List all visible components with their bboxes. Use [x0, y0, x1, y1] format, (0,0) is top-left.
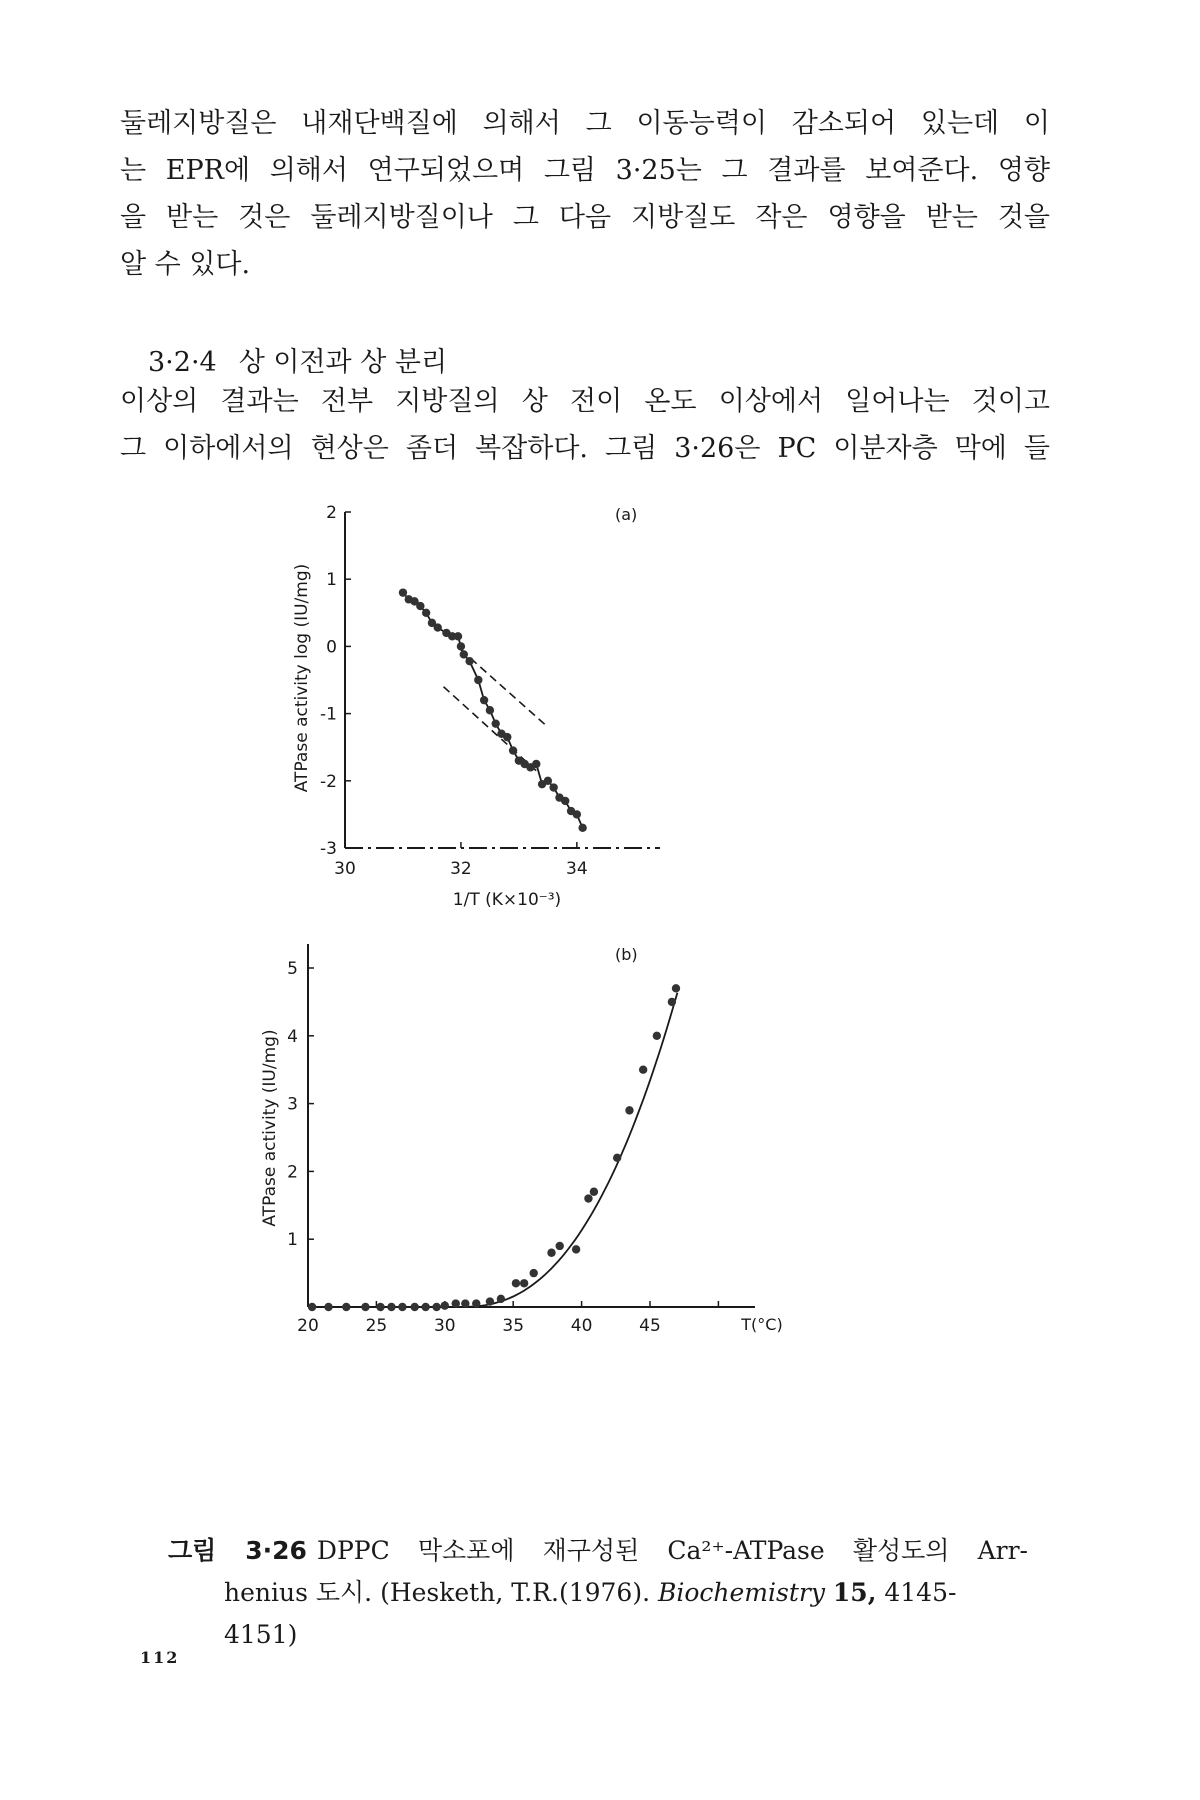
panel-b-data-point: [324, 1303, 332, 1311]
paragraph-1-line-2: 는 EPR에 의해서 연구되었으며 그림 3·25는 그 결과를 보여준다. 영향: [120, 155, 1050, 186]
panel-a-data-point: [465, 657, 473, 665]
panel-b-y-tick-label: 2: [287, 1162, 298, 1183]
panel-a-data-point: [460, 650, 468, 658]
panel-b-data-point: [361, 1303, 369, 1311]
panel-a-data-point: [532, 760, 540, 768]
caption-volume: 15,: [832, 1578, 877, 1607]
panel-b-chart: [260, 944, 783, 1336]
caption-pages: 4145-4151): [224, 1578, 957, 1649]
panel-a-data-point: [416, 602, 424, 610]
panel-b-data-point: [472, 1299, 480, 1307]
section-number: 3·2·4: [148, 347, 217, 378]
panel-a-data-point: [454, 632, 462, 640]
panel-a-data-point: [509, 746, 517, 754]
panel-b-data-point: [512, 1279, 520, 1287]
panel-b-fit-curve: [308, 993, 677, 1307]
panel-b-label: (b): [615, 945, 638, 964]
panel-a-y-tick-label: -2: [320, 771, 337, 792]
panel-a-data-point: [422, 609, 430, 617]
panel-a-data-point: [544, 777, 552, 785]
panel-a-data-point: [486, 706, 494, 714]
panel-b-x-tick-label: 25: [365, 1316, 388, 1336]
panel-b-data-point: [387, 1303, 395, 1311]
caption-text-2: henius 도시. (Hesketh, T.R.(1976).: [224, 1578, 651, 1607]
page-number: 112: [140, 1648, 180, 1667]
panel-b-x-tick-label: 30: [433, 1316, 456, 1336]
panel-b-data-point: [625, 1106, 633, 1114]
panel-b-data-point: [590, 1188, 598, 1196]
panel-a-y-tick-label: -1: [320, 704, 337, 725]
panel-a-y-tick-label: -3: [320, 839, 337, 859]
panel-a-dashed-line: [461, 650, 548, 727]
panel-b-data-point: [520, 1279, 528, 1287]
panel-a-data-point: [491, 719, 499, 727]
panel-b-x-tick-label: 20: [297, 1316, 319, 1336]
panel-a-data-point: [434, 623, 442, 631]
panel-b-data-point: [639, 1066, 647, 1074]
panel-b-data-point: [613, 1154, 621, 1162]
panel-b-data-point: [584, 1194, 592, 1202]
panel-b-data-point: [530, 1269, 538, 1277]
panel-b-y-tick-label: 3: [287, 1094, 298, 1115]
panel-b-data-point: [672, 984, 680, 992]
panel-a-y-label: ATPase activity log (IU/mg): [292, 563, 312, 793]
panel-a-data-point: [399, 588, 407, 596]
panel-b-data-point: [668, 998, 676, 1006]
paragraph-1-line-3: 을 받는 것은 둘레지방질이나 그 다음 지방질도 작은 영향을 받는 것을: [120, 202, 1050, 233]
panel-b-data-point: [308, 1303, 316, 1311]
panel-a-chart: [292, 503, 660, 910]
panel-a-x-tick-label: 30: [334, 859, 356, 879]
panel-b-data-point: [556, 1242, 564, 1250]
panel-b-y-tick-label: 1: [287, 1230, 298, 1251]
panel-a-data-point: [503, 733, 511, 741]
panel-a-data-point: [457, 642, 465, 650]
panel-b-data-point: [572, 1245, 580, 1253]
panel-a-x-tick-label: 34: [566, 859, 588, 879]
caption-text-1: DPPC 막소포에 재구성된 Ca²⁺-ATPase 활성도의 Arr-: [316, 1536, 1029, 1565]
panel-b-x-label: T(°C): [741, 1315, 783, 1334]
panel-a-x-label: 1/T (K×10⁻³): [452, 890, 562, 910]
panel-b-data-point: [376, 1303, 384, 1311]
panel-b-data-point: [421, 1303, 429, 1311]
figure-caption: [168, 1530, 1028, 1656]
panel-b-data-point: [497, 1295, 505, 1303]
panel-b-data-point: [461, 1299, 469, 1307]
panel-b-data-point: [452, 1299, 460, 1307]
paragraph-2-line-1: 이상의 결과는 전부 지방질의 상 전이 온도 이상에서 일어나는 것이고: [120, 386, 1050, 417]
panel-b-x-tick-label: 45: [639, 1316, 661, 1336]
panel-a-dashed-line: [444, 687, 537, 771]
panel-a-y-tick-label: 2: [326, 503, 337, 523]
panel-a-data-point: [549, 783, 557, 791]
panel-b-data-point: [653, 1032, 661, 1040]
panel-b-y-tick-label: 4: [287, 1026, 298, 1047]
panel-b-y-label: ATPase activity (IU/mg): [260, 1029, 280, 1227]
caption-journal: Biochemistry: [657, 1578, 825, 1607]
panel-a-data-point: [474, 676, 482, 684]
panel-b-x-tick-label: 35: [502, 1316, 525, 1336]
panel-a-data-point: [573, 810, 581, 818]
panel-b-data-point: [411, 1303, 419, 1311]
paragraph-2-line-2: 그 이하에서의 현상은 좀더 복잡하다. 그림 3·26은 PC 이분자층 막에 들: [120, 433, 1050, 464]
panel-a-x-tick-label: 32: [450, 859, 472, 879]
panel-a-y-tick-label: 0: [326, 637, 337, 658]
panel-b-data-point: [441, 1301, 449, 1309]
panel-b-data-point: [547, 1249, 555, 1257]
panel-b-data-point: [398, 1303, 406, 1311]
caption-figure-label: 그림 3·26: [168, 1536, 307, 1565]
panel-b-data-point: [486, 1297, 494, 1305]
caption-line-1: [168, 1530, 1028, 1572]
section-title: 상 이전과 상 분리: [238, 347, 448, 378]
panel-b-data-point: [432, 1303, 440, 1311]
paragraph-1-line-1: 둘레지방질은 내재단백질에 의해서 그 이동능력이 감소되어 있는데 이: [120, 108, 1050, 139]
panel-a-data-point: [578, 824, 586, 832]
panel-b-y-tick-label: 5: [287, 959, 298, 979]
panel-a-data-point: [561, 797, 569, 805]
panel-a-data-point: [480, 696, 488, 704]
caption-line-2: [168, 1572, 1028, 1656]
panel-a-label: (a): [615, 505, 638, 524]
panel-b-data-point: [342, 1303, 350, 1311]
paragraph-1-line-4: 알 수 있다.: [120, 249, 251, 280]
panel-a-y-tick-label: 1: [326, 570, 337, 591]
panel-b-x-tick-label: 40: [570, 1316, 593, 1336]
